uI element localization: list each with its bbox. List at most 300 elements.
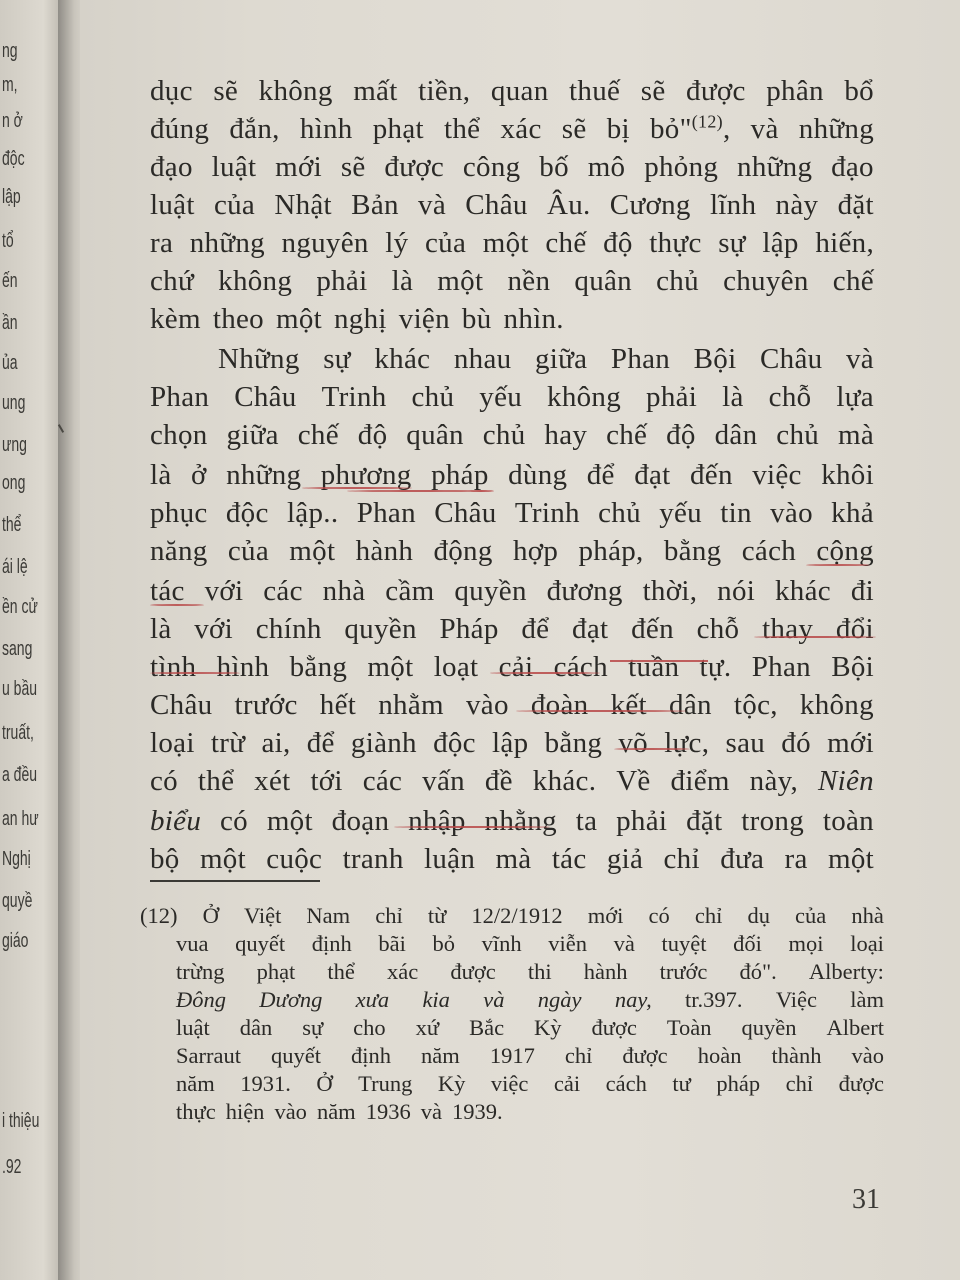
word: thể [197,765,235,797]
word: và [750,113,779,145]
word: phương [320,459,412,491]
word: nhằng [484,805,557,837]
word: và [845,343,874,375]
word: lập.. [286,497,339,529]
word: kèm [150,303,201,335]
word: Châu [150,689,213,721]
word: Phan [356,497,416,529]
word: đó". [739,959,777,984]
word: quân [406,419,464,451]
pen-underline [754,636,876,638]
word: không [258,75,333,107]
word: phân [766,75,824,107]
facing-page-fragment: tổ [2,230,14,252]
word: Ở [202,903,219,928]
word: sự [323,343,351,375]
page-number: 31 [852,1184,880,1215]
word: nguyên [281,227,369,259]
word: loạt [433,651,479,683]
facing-page-fragment: giáo [2,930,29,952]
word: được [622,1043,668,1068]
pen-underline [347,490,487,492]
word: những [226,459,302,491]
word: để [521,613,550,645]
word: sẽ [640,75,666,107]
text-line [150,150,874,184]
word: chế [297,419,339,451]
word: những [798,113,874,145]
word: Nhật [274,189,332,221]
text-line [150,418,874,452]
word: được [838,1071,884,1096]
pen-underline [150,672,240,674]
word: được [450,959,496,984]
word: chủ [411,381,455,413]
footnote-line [140,902,884,930]
word: chế [832,265,874,297]
facing-page-fragment: i thiệu [2,1110,40,1132]
word: Phan [610,343,671,375]
footnote-line [176,1098,884,1126]
word: xác [387,959,419,984]
text-line [150,112,874,146]
word: đương [546,575,623,607]
word: trong [741,805,804,837]
word: dùng [508,459,568,491]
word: độ [603,227,633,259]
word: yếu [479,381,523,413]
word: nay, [614,987,652,1012]
word: 12/2/1912 [471,903,563,928]
word: độ [357,419,388,451]
word: việc [490,1071,529,1096]
word: tác [551,843,587,875]
word: Châu [234,381,297,413]
facing-page-fragment: độc [2,148,25,170]
word: chủ [482,419,526,451]
word: lựa [836,381,874,413]
word: xét [254,765,291,797]
word: được [384,151,445,183]
word: đến [631,613,674,645]
pen-underline [468,490,494,492]
word: loại [150,727,195,759]
word: Ở [316,1071,333,1096]
word: đưa [720,843,765,875]
word: mất [353,75,398,107]
word: cách [605,1071,647,1096]
word: của [425,227,467,259]
word: viễn [548,931,588,956]
word: quyết [235,931,286,956]
word: Albert [826,1015,884,1040]
word: chỗ [768,381,812,413]
word: đạo [150,151,193,183]
word: một [827,843,874,875]
word: loại [850,931,884,956]
word: quyền [454,575,527,607]
word: khác. [532,765,597,797]
word: cầm [385,575,435,607]
text-line [150,188,874,222]
text-line [150,688,874,722]
word: dụ [747,903,770,928]
word: một [437,265,484,297]
word: kia [422,987,450,1012]
facing-page-fragment: ung [2,392,26,414]
facing-page-fragment: thể [2,514,22,536]
word: (12) [140,903,178,928]
word: luật [150,189,195,221]
word: sẽ [340,151,366,183]
word: Bội [693,343,737,375]
word: nói [717,575,756,607]
word: quân [574,265,632,297]
word: luật [211,151,257,183]
word: năng [150,535,208,567]
word: tuyệt [661,931,707,956]
facing-page-fragment: ưng [2,434,27,456]
word: vào [274,1099,307,1124]
word: đoàn [530,689,589,721]
word: Trung [358,1071,413,1096]
word: hình [216,651,270,683]
facing-page-fragment: ủa [2,352,18,374]
word: vua [176,931,209,956]
pen-underline [516,710,686,712]
word: Bội [831,651,874,683]
word: hoàn [697,1043,742,1068]
word: tự. [699,651,732,683]
word: cộng [816,535,874,567]
word: phỏng [644,151,719,183]
pen-strike [610,660,708,662]
word: hay [544,419,588,451]
word: phạt [372,113,424,145]
word: tin [720,497,752,529]
word: chế [545,227,587,259]
word: Về [616,765,651,797]
word: khả [831,497,874,529]
word: các [263,575,303,607]
word: thực [649,227,702,259]
text-line [150,842,874,876]
word: có [150,765,178,797]
facing-page-fragment: ái lệ [2,556,28,578]
word: phải [616,805,668,837]
word: không [799,689,874,721]
facing-page-fragment: lập [2,186,21,208]
word: để [586,459,615,491]
word: này [775,189,819,221]
word: cải [553,1071,581,1096]
word: tác [150,575,185,607]
word: thời, [642,575,698,607]
pen-underline [614,748,690,750]
word: tr.397. [685,987,743,1012]
word: toàn [822,805,874,837]
word: nhằm [378,689,444,721]
word: ra [150,227,174,259]
word: được [686,75,746,107]
word: tranh [342,843,404,875]
word: bỏ [432,931,456,956]
word: cách [741,535,797,567]
word: sự [718,227,746,259]
word: yếu [659,497,702,529]
word: này, [749,765,799,797]
word: chế [606,419,648,451]
word: và [483,987,505,1012]
facing-page-fragment: ng [2,40,18,62]
word: đạo [831,151,874,183]
word: mới [275,151,322,183]
word: trước [234,689,298,721]
word: biểu [150,805,202,837]
word: một [266,805,313,837]
word: dân [714,419,758,451]
word: việc [752,459,802,491]
word: ngày [537,987,582,1012]
text-line [150,380,874,414]
word: nhà [851,903,884,928]
word: mọi [788,931,824,956]
word: Dương [259,987,323,1012]
word: một [275,303,322,335]
text-line [150,496,874,530]
word: những [737,151,813,183]
word: các [362,765,403,797]
word: một [199,843,246,875]
word: bỏ"$^{(12)}$, [650,111,731,145]
text-line [150,612,874,646]
word: của [227,535,270,567]
word: định [311,931,352,956]
word: tới [310,765,343,797]
word: bằng [663,535,722,567]
word: không [218,265,293,297]
footnote-line [176,1042,884,1070]
word: Toàn [666,1015,712,1040]
word: trừ [210,727,246,759]
word: bằng [289,651,348,683]
pen-underline [394,826,550,828]
word: chủ [598,497,641,529]
word: Cương [609,189,691,221]
word: nhau [453,343,512,375]
word: và [418,189,447,221]
word: trước [659,959,708,984]
facing-page-fragment: sang [2,638,33,660]
word: giành [350,727,417,759]
word: pháp [431,459,489,491]
word: mới [827,727,874,759]
word: Phan [150,381,210,413]
word: bằng [544,727,603,759]
word: đoạn [331,805,390,837]
word: động [433,535,493,567]
word: hình [299,113,353,145]
word: giữa [226,419,279,451]
text-line [150,534,874,568]
word: thực [176,1099,216,1124]
text-line [150,264,874,298]
word: xứ [415,1015,440,1040]
word: giữa [535,343,588,375]
word: đổi [835,613,874,645]
word: khôi [821,459,874,491]
text-line [150,650,874,684]
word: khác [374,343,431,375]
word: trừng [176,959,225,984]
word: giả [606,843,644,875]
facing-page-fragment: ền cử [2,596,38,618]
word: là [391,265,414,297]
facing-page-fragment: n ở [2,110,23,132]
word: mà [495,843,532,875]
word: đúng [150,113,210,145]
word: đối [733,931,762,956]
word: bổ [844,75,874,107]
word: chỉ [564,1043,593,1068]
footnote-line [176,930,884,958]
word: đặt [686,805,723,837]
word: có [648,903,670,928]
word: Những [218,343,300,375]
word: được [591,1015,637,1040]
word: nhập [408,805,466,837]
word: mà [837,419,874,451]
facing-page-fragment: an hư [2,808,39,830]
text-line [150,574,874,608]
word: hiến, [815,227,874,259]
facing-page-fragment: ong [2,472,26,494]
word: pháp [716,1071,761,1096]
text-line [150,804,874,838]
word: thành [771,1043,822,1068]
pen-underline [490,672,600,674]
word: Trinh [321,381,387,413]
word: nhìn. [503,303,564,335]
facing-page-fragment: .92 [2,1156,22,1178]
word: thay [762,613,814,645]
word: chỗ [696,613,740,645]
word: bị [606,113,630,145]
word: tình [150,651,197,683]
word: tuần [628,651,680,683]
facing-page-fragment: m, [2,74,18,96]
word: Đông [176,987,226,1012]
word: Niên [818,765,874,797]
word: hành [583,959,628,984]
word: xác [500,113,542,145]
footnote-line [176,986,884,1014]
word: vấn [422,765,465,797]
word: 1936 [365,1099,411,1124]
word: với [204,575,244,607]
word: với [194,613,234,645]
word: tiền, [418,75,471,107]
word: xưa [355,987,390,1012]
word: vào [770,497,813,529]
word: lực, [664,727,710,759]
word: bố [539,151,569,183]
word: hết [319,689,357,721]
word: năm [421,1043,460,1068]
footnote-ref: (12) [691,111,723,132]
word: chủ [776,419,820,451]
word: là [150,613,172,645]
word: chỉ [663,843,700,875]
word: cách [553,651,608,683]
word: năm [176,1071,215,1096]
word: hợp [512,535,559,567]
text-line [150,302,874,336]
word: dục [150,75,193,107]
word: 1931. [240,1071,291,1096]
word: Bản [351,189,399,221]
word: 1917 [489,1043,535,1068]
word: Việt [243,903,282,928]
pen-underline [806,564,870,566]
facing-page-fragment: truất, [2,722,34,744]
word: thi [527,959,552,984]
word: công [462,151,521,183]
text-line [150,726,874,760]
word: Kỳ [534,1015,562,1040]
word: thể [444,113,481,145]
word: vĩnh [481,931,522,956]
word: đắn, [229,113,280,145]
word: lĩnh [709,189,757,221]
word: bù [461,303,492,335]
word: đề [484,765,513,797]
word: đó [781,727,811,759]
word: bộ [150,843,180,875]
word: lý [385,227,409,259]
word: bãi [378,931,406,956]
word: quan [490,75,549,107]
facing-page-fragment: Nghị [2,848,31,870]
word: hiện [225,1099,265,1124]
word: ta [575,805,598,837]
word: vào [465,689,509,721]
word: dân [669,689,712,721]
word: đặt [837,189,874,221]
word: sau [725,727,766,759]
word: Việc [775,987,817,1012]
facing-page-fragment: quyề [2,890,33,912]
facing-page-fragment: ần [2,312,18,334]
word: chọn [150,419,208,451]
word: ở [190,459,207,491]
word: đạt [634,459,671,491]
word: độc [433,727,476,759]
facing-page-fragment: a đều [2,764,38,786]
word: hành [355,535,414,567]
word: Châu [434,497,497,529]
facing-page-fragment: ến [2,270,18,292]
word: một [289,535,336,567]
word: khác [774,575,831,607]
word: đến [689,459,733,491]
word: độc [225,497,269,529]
word: viện [398,303,450,335]
word: chỉ [785,1071,814,1096]
word: mô [587,151,626,183]
word: 1939. [451,1099,503,1124]
word: nhà [322,575,366,607]
